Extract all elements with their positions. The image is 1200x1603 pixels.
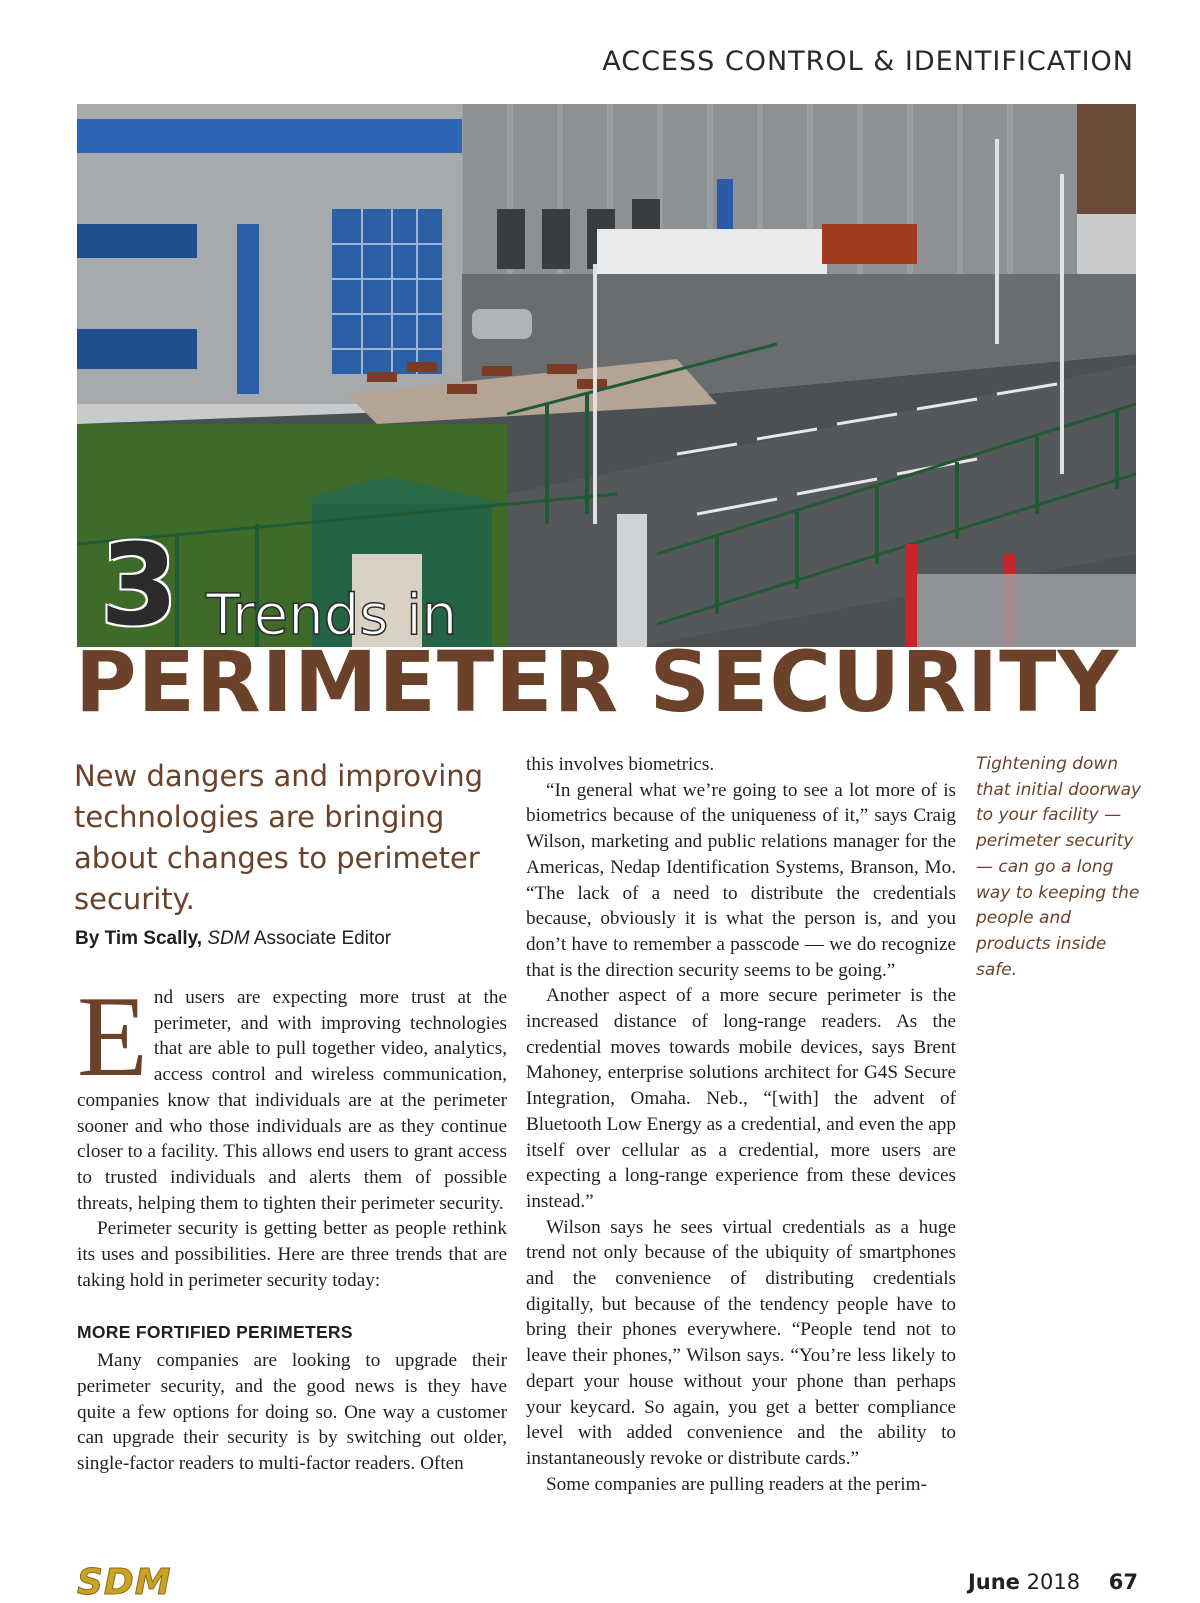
- paragraph: Another aspect of a more secure perimeter is the increased distance of long-range readers. As the credential moves towards mobile devices, says Brent Mahoney, enterprise solutions architect for G4S Secure Integration, Omaha. Neb., “[with] the advent of Bluetooth Low Energy as a credential, and even the app itself over cellular as a credential, more users are expecting a long-range experience from these devices instead.”: [526, 985, 956, 1212]
- page-title: PERIMETER SECURITY: [75, 633, 1120, 731]
- byline-publication: SDM: [207, 928, 250, 949]
- paragraph: Perimeter security is getting better as people rethink its uses and possibilities. Here are three trends that are taking hold in perimeter security today:: [77, 1218, 507, 1291]
- paragraph: [77, 973, 507, 1216]
- section-subhead: MORE FORTIFIED PERIMETERS: [77, 1322, 353, 1343]
- section-header: ACCESS CONTROL & IDENTIFICATION: [602, 46, 1134, 77]
- paragraph: Wilson says he sees virtual credentials as a huge trend not only because of the ubiquity of smartphones and the convenience of distributing credentials digitally, but because of the tendency people have to bring their phones everywhere. “People tend not to leave their phones,” Wilson says. “You’re less likely to depart your house without your phone than perhaps your keycard. So again, you get a better compliance level with added convenience and the ability to instantaneously revoke or distribute cards.”: [526, 1216, 956, 1469]
- hero-photo: [77, 104, 1136, 651]
- industrial-site-illustration: [77, 104, 1136, 651]
- title-number: 3: [100, 521, 178, 651]
- issue-month: June: [967, 1570, 1020, 1594]
- paragraph-text: nd users are expecting more trust at the perimeter, and with improving technologies that are able to pull together video, analytics, access control and wireless communication, companies know that individuals are at the perimeter sooner and who those individuals are as they continue closer to a facility. This allows end users to grant access to trusted individuals and alerts them of possible threats, helping them to tighten their perimeter security.: [77, 987, 507, 1214]
- article-deck: New dangers and improving technologies are bringing about changes to perimeter security.: [74, 759, 484, 916]
- article-column-2: [526, 752, 956, 1497]
- paragraph: Many companies are looking to upgrade their perimeter security, and the good news is they have quite a few options for doing so. One way a customer can upgrade their security is by switching out older, single-factor readers to multi-factor readers. Often: [77, 1350, 507, 1474]
- pull-quote: Tightening down that initial doorway to your facility — perimeter security — can go a long way to keeping the people and products inside safe.: [976, 754, 1142, 980]
- byline: [75, 928, 515, 950]
- byline-role: Associate Editor: [253, 928, 392, 949]
- paragraph: “In general what we’re going to see a lot more of is biometrics because of the uniqueness of it,” says Craig Wilson, marketing and public relations manager for the Americas, Nedap Identification Systems, Branson, Mo. “The lack of a need to distribute the credentials because, obviously it is what the person is, and you don’t have to remember a passcode — we do recognize that is the direction security seems to be going.”: [526, 779, 956, 981]
- drop-cap: E: [77, 973, 148, 1101]
- page-folio: [968, 1570, 1138, 1594]
- title-subtitle: Trends in: [206, 583, 458, 648]
- paragraph: Some companies are pulling readers at the perim-: [546, 1473, 927, 1495]
- paragraph: this involves biometrics.: [526, 754, 715, 775]
- sdm-logo: SDM: [77, 1562, 172, 1603]
- issue-year: 2018: [1026, 1570, 1081, 1594]
- page-number: 67: [1108, 1570, 1138, 1594]
- byline-author: By Tim Scally,: [75, 928, 203, 949]
- article-column-1: [77, 973, 507, 1477]
